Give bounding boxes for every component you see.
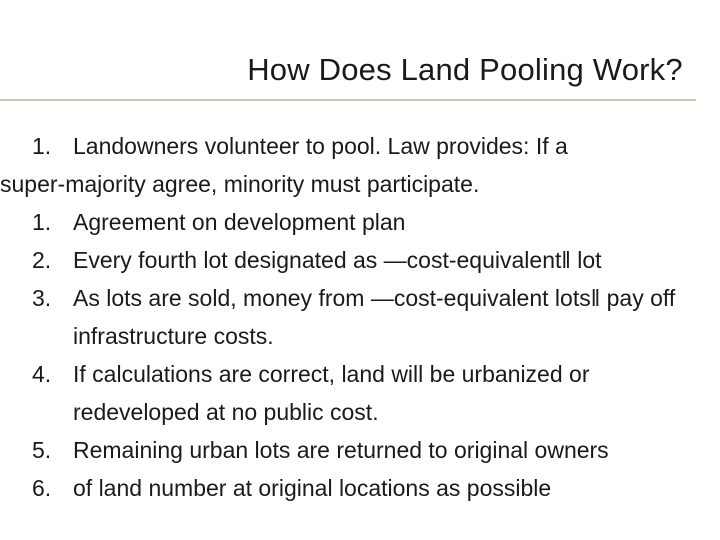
list-item-number: 6. bbox=[32, 475, 52, 501]
list-item bbox=[0, 355, 700, 431]
list-item bbox=[0, 203, 700, 241]
list-item-number: 2. bbox=[32, 247, 52, 273]
list-item bbox=[0, 279, 700, 355]
list-item-text: As lots are sold, money from —cost-equivalent lots‖ pay off infrastructure costs. bbox=[73, 285, 676, 349]
list-item-number: 5. bbox=[32, 437, 52, 463]
slide-body bbox=[0, 127, 700, 507]
intro-text: Landowners volunteer to pool. Law provides: If a bbox=[73, 133, 568, 159]
list-item bbox=[0, 469, 700, 507]
intro-text-continued: super-majority agree, minority must participate. bbox=[0, 171, 480, 197]
list-item-text: If calculations are correct, land will be urbanized or redeveloped at no public cost. bbox=[73, 361, 590, 425]
slide-title: How Does Land Pooling Work? bbox=[247, 52, 683, 87]
list-item-text: Remaining urban lots are returned to original owners bbox=[73, 437, 609, 463]
list-item-number: 3. bbox=[32, 285, 52, 311]
list-item-text: Agreement on development plan bbox=[73, 209, 406, 235]
list-item-number: 1. bbox=[32, 209, 52, 235]
title-divider bbox=[0, 99, 696, 101]
list-item bbox=[0, 431, 700, 469]
steps-list bbox=[0, 203, 700, 507]
intro-item bbox=[0, 127, 700, 203]
list-item-text: of land number at original locations as possible bbox=[73, 475, 552, 501]
list-item bbox=[0, 241, 700, 279]
list-item-text: Every fourth lot designated as —cost-equivalent‖ lot bbox=[73, 247, 602, 273]
intro-number: 1. bbox=[32, 133, 52, 159]
list-item-number: 4. bbox=[32, 361, 52, 387]
